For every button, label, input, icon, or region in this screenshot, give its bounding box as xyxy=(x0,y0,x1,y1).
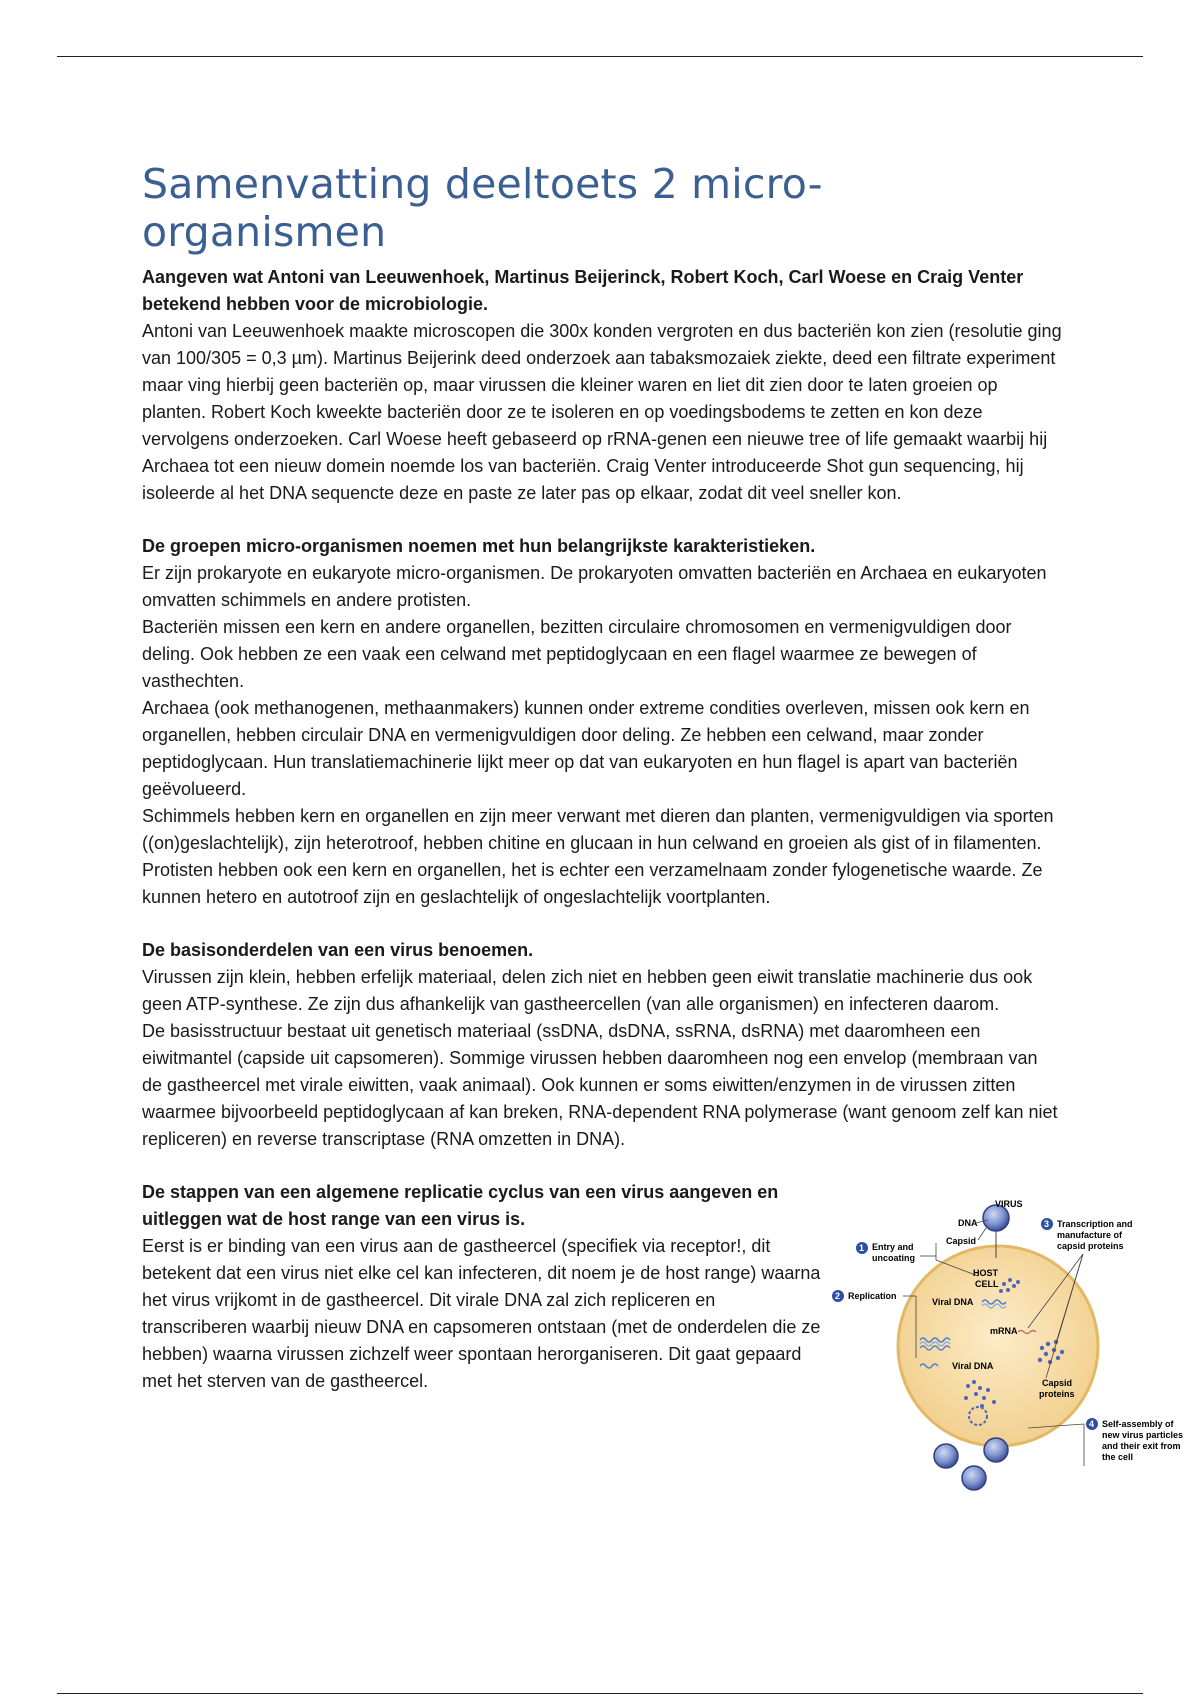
capsid-label: Capsid xyxy=(946,1236,977,1246)
new-virus-icon xyxy=(984,1438,1008,1462)
paragraph: Protisten hebben ook een kern en organellen, het is echter een verzamelnaam zonder fylogenetische waarde. Ze kunnen hetero en autotroof zijn en geslachtelijk of ongeslachtelijk voortplanten. xyxy=(142,860,1043,907)
section-heading: Aangeven wat Antoni van Leeuwenhoek, Martinus Beijerinck, Robert Koch, Carl Woese en Craig Venter betekend hebben voor de microbiologie. xyxy=(142,267,1024,314)
viral-dna-label-2: Viral DNA xyxy=(952,1361,994,1371)
host-cell-label-2: CELL xyxy=(975,1279,999,1289)
paragraph: Schimmels hebben kern en organellen en zijn meer verwant met dieren dan planten, vermenigvuldigen via sporten ((on)geslachtelijk), zijn heterotroof, hebben chitine en glucaan in hun celwand en groeien als gist of in filamenten. xyxy=(142,806,1054,853)
virus-label: VIRUS xyxy=(995,1199,1023,1209)
capsid-proteins-label: Capsid xyxy=(1042,1378,1073,1388)
capsid-proteins-label-2: proteins xyxy=(1039,1389,1075,1399)
step4-label-4: the cell xyxy=(1102,1452,1134,1462)
paragraph: Bacteriën missen een kern en andere organellen, bezitten circulaire chromosomen en vermenigvuldigen door deling. Ook hebben ze een vaak een celwand met peptidoglycaan en een flagel waarmee ze bewegen of vasthechten. xyxy=(142,617,1012,691)
svg-text:2: 2 xyxy=(835,1291,841,1301)
step3-label: Transcription and xyxy=(1057,1219,1133,1229)
section-replication xyxy=(142,1179,822,1395)
paragraph: Eerst is er binding van een virus aan de gastheercel (specifiek via receptor!, dit betekent dat een virus niet elke cel kan infecteren, dit noem je de host range) waarna het virus vrijkomt in de gastheercel. Dit virale DNA zal zich repliceren en transcriberen waarbij nieuw DNA en capsomeren ontstaan (met de onderdelen die ze hebben) waarna virussen zichzelf weer spontaan herorganiseren. Dit gaat gepaard met het sterven van de gastheercel. xyxy=(142,1236,821,1391)
paragraph: Virussen zijn klein, hebben erfelijk materiaal, delen zich niet en hebben geen eiwit translatie machinerie dus ook geen ATP-synthese. Ze zijn dus afhankelijk van gastheercellen (van alle organismen) en infecteren daarom. xyxy=(142,967,1033,1014)
paragraph: De basisstructuur bestaat uit genetisch materiaal (ssDNA, dsDNA, ssRNA, dsRNA) met daaromheen een eiwitmantel (capside uit capsomeren). Sommige virussen hebben daaromheen nog een envelop (membraan van de gastheercel met virale eiwitten, vaak animaal). Ook kunnen er soms eiwitten/enzymen in de virussen zitten waarmee bijvoorbeeld peptidoglycaan af kan breken, RNA-dependent RNA polymerase (want genoom zelf kan niet repliceren) en reverse transcriptase (RNA omzetten in DNA). xyxy=(142,1021,1058,1149)
mrna-label: mRNA xyxy=(990,1326,1018,1336)
new-virus-icon xyxy=(934,1444,958,1468)
host-cell-label: HOST xyxy=(973,1268,999,1278)
step4-label-2: new virus particles xyxy=(1102,1430,1184,1440)
virus-replication-figure xyxy=(828,1198,1200,1498)
section-heading: De groepen micro-organismen noemen met hun belangrijkste karakteristieken. xyxy=(142,536,816,556)
svg-text:3: 3 xyxy=(1044,1219,1050,1229)
step2-label: Replication xyxy=(848,1291,897,1301)
step4-label: Self-assembly of xyxy=(1102,1419,1174,1429)
section-virus-parts xyxy=(142,937,1062,1153)
step3-label-2: manufacture of xyxy=(1057,1230,1123,1240)
paragraph: Antoni van Leeuwenhoek maakte microscopen die 300x konden vergroten en dus bacteriën kon zien (resolutie ging van 100/305 = 0,3 µm). Martinus Beijerink deed onderzoek aan tabaksmozaiek ziekte, deed een filtrate experiment maar ving hierbij geen bacteriën op, maar virussen die kleiner waren en liet dit zien door te laten groeien op planten. Robert Koch kweekte bacteriën door ze te isoleren en op voedingsbodems te zetten en kon deze vervolgens onderzoeken. Carl Woese heeft gebaseerd op rRNA-genen een nieuwe tree of life gemaakt waarbij hij Archaea tot een nieuw domein noemde los van bacteriën. Craig Venter introduceerde Shot gun sequencing, hij isoleerde al het DNA sequencte deze en paste ze later pas op elkaar, zodat dit veel sneller kon. xyxy=(142,321,1062,503)
step1-label-2: uncoating xyxy=(872,1253,915,1263)
section-heading: De stappen van een algemene replicatie cyclus van een virus aangeven en uitleggen wat de host range van een virus is. xyxy=(142,1182,779,1229)
footer-rule xyxy=(57,1693,1143,1694)
header-rule xyxy=(57,56,1143,57)
paragraph: Er zijn prokaryote en eukaryote micro-organismen. De prokaryoten omvatten bacteriën en Archaea en eukaryoten omvatten schimmels en andere protisten. xyxy=(142,563,1047,610)
dna-label: DNA xyxy=(958,1218,978,1228)
paragraph: Archaea (ook methanogenen, methaanmakers) kunnen onder extreme condities overleven, missen ook kern en organellen, hebben circulair DNA en vermenigvuldigen door deling. Ze hebben een celwand, maar zonder peptidoglycaan. Hun translatiemachinerie lijkt meer op dat van eukaryoten en hun flagel is apart van bacteriën geëvolueerd. xyxy=(142,698,1030,799)
new-virus-icon xyxy=(962,1466,986,1490)
section-groups xyxy=(142,533,1062,911)
page-title: Samenvatting deeltoets 2 micro-organismen xyxy=(142,160,823,256)
section-heading: De basisonderdelen van een virus benoemen. xyxy=(142,940,534,960)
step3-label-3: capsid proteins xyxy=(1057,1241,1124,1251)
step1-label: Entry and xyxy=(872,1242,914,1252)
section-scientists xyxy=(142,264,1062,507)
svg-text:4: 4 xyxy=(1089,1419,1095,1429)
viral-dna-label: Viral DNA xyxy=(932,1297,974,1307)
step4-label-3: and their exit from xyxy=(1102,1441,1181,1451)
svg-text:1: 1 xyxy=(859,1243,865,1253)
